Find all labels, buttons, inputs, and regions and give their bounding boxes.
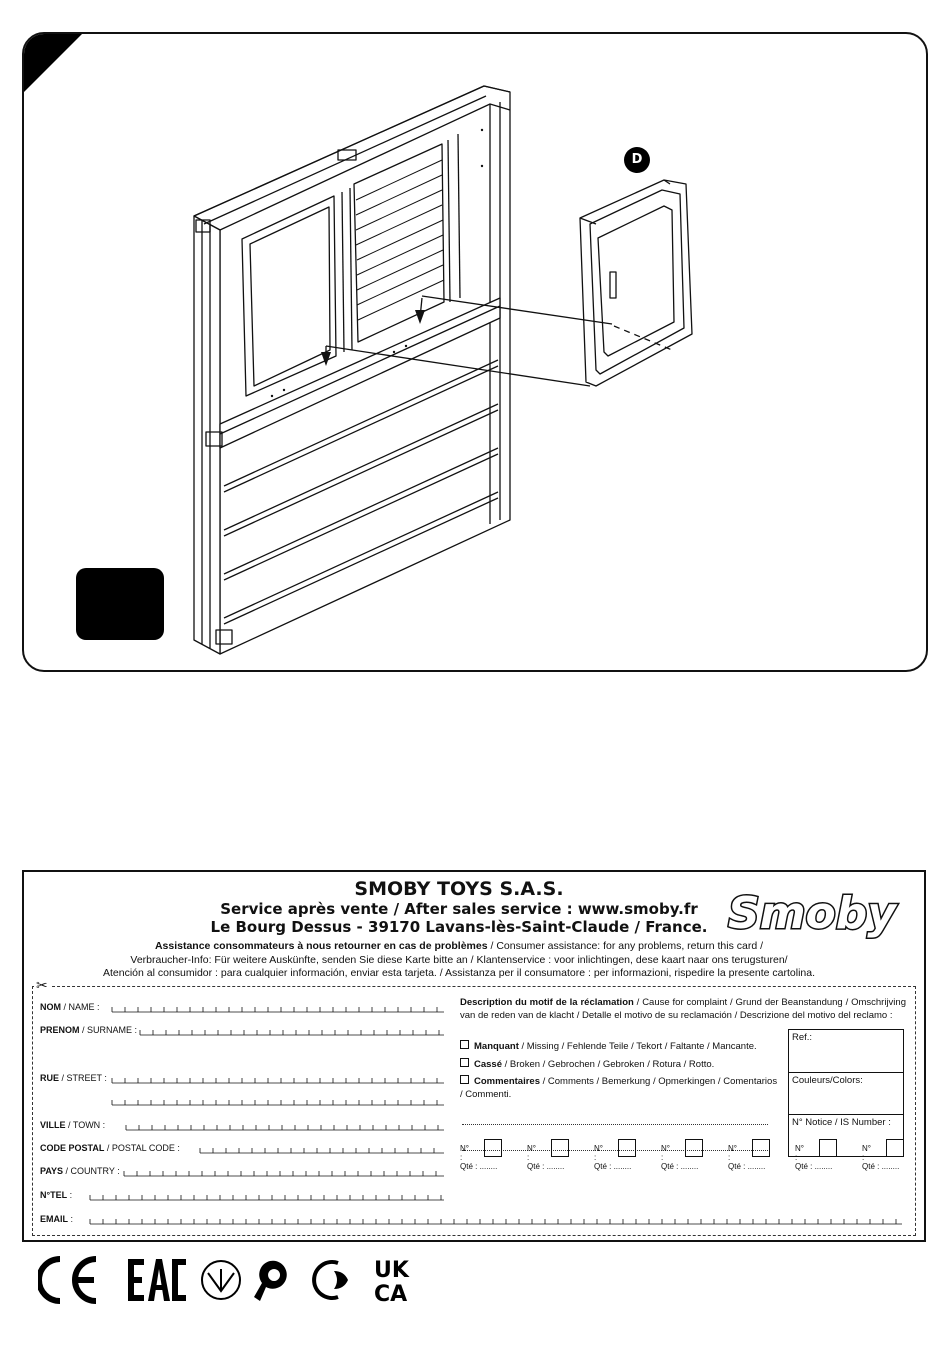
quantity-label: Qté : ........ [594, 1162, 632, 1171]
assist-bold: Assistance consommateurs à nous retourner en cas de problèmes [154, 940, 488, 952]
part-number-label: N° : [862, 1144, 871, 1162]
part-number-box[interactable] [484, 1139, 502, 1157]
part-number-box[interactable] [618, 1139, 636, 1157]
part-number-cell[interactable] [460, 1144, 498, 1171]
eac-mark-icon [128, 1259, 186, 1301]
checkbox-broken[interactable] [460, 1058, 469, 1067]
part-number-label: N° : [661, 1144, 670, 1162]
svg-text:Smoby: Smoby [728, 888, 896, 939]
field-street[interactable]: RUE / STREET : [40, 1073, 107, 1083]
after-sales-card [22, 870, 926, 1242]
quantity-label: Qté : ........ [661, 1162, 699, 1171]
assembly-step-panel [22, 32, 928, 672]
address-line: Le Bourg Dessus - 39170 Lavans-lès-Saint-Claude / France. [210, 918, 708, 936]
check-comments[interactable]: Commentaires / Comments / Bemerkung / Opmerkingen / Comentarios / Commenti. [460, 1076, 778, 1100]
part-number-box[interactable] [819, 1139, 837, 1157]
quantity-label: Qté : ........ [795, 1162, 833, 1171]
part-number-box[interactable] [685, 1139, 703, 1157]
assist-line-2: Verbraucher-Info: Für weitere Auskünfte, senden Sie diese Karte bitte an / Klantenservice : voor inlichtingen, dese kaart naar ons terugsturen/ [130, 953, 788, 966]
part-number-box[interactable] [752, 1139, 770, 1157]
part-label-d: D [624, 147, 650, 173]
part-number-box[interactable] [886, 1139, 904, 1157]
comment-line-2[interactable] [462, 1150, 768, 1151]
colors-field[interactable]: Couleurs/Colors: [789, 1073, 903, 1116]
consumer-assistance-text [24, 940, 894, 981]
oeko-mark-icon [314, 1262, 348, 1298]
reference-box [788, 1029, 904, 1157]
field-postal-code[interactable]: CODE POSTAL / POSTAL CODE : [40, 1143, 180, 1153]
ref-field[interactable]: Ref.: [789, 1030, 903, 1073]
part-number-cell[interactable] [862, 1144, 900, 1171]
part-number-cell[interactable] [661, 1144, 699, 1171]
field-surname[interactable]: PRENOM / SURNAME : [40, 1025, 138, 1035]
quantity-label: Qté : ........ [527, 1162, 565, 1171]
ce-mark-icon [39, 1259, 96, 1301]
svg-text:CA: CA [374, 1282, 408, 1307]
step-number-badge [76, 568, 164, 640]
field-email[interactable]: EMAIL : [40, 1214, 74, 1224]
checkbox-missing[interactable] [460, 1040, 469, 1049]
assist-line-3: Atención al consumidor : para cualquier información, enviar esta tarjeta. / Assistanza per il consumatore : per informazioni, rispedire la presente cartolina. [102, 967, 816, 979]
part-number-label: N° : [460, 1144, 469, 1162]
part-number-box[interactable] [551, 1139, 569, 1157]
part-number-label: N° : [795, 1144, 804, 1162]
check-missing[interactable]: Manquant / Missing / Fehlende Teile / Tekort / Faltante / Mancante. [460, 1040, 780, 1053]
field-name[interactable]: NOM / NAME : [40, 1002, 100, 1012]
certification-marks [38, 1255, 428, 1307]
company-name: SMOBY TOYS S.A.S. [354, 878, 564, 900]
field-country[interactable]: PAYS / COUNTRY : [40, 1166, 120, 1176]
quantity-label: Qté : ........ [862, 1162, 900, 1171]
field-town[interactable]: VILLE / TOWN : [40, 1120, 106, 1130]
service-line: Service après vente / After sales service : www.smoby.fr [220, 900, 698, 918]
triangle-mark-icon [202, 1261, 240, 1299]
check-broken[interactable]: Cassé / Broken / Gebrochen / Gebroken / Rotura / Rotto. [460, 1058, 780, 1071]
complaint-description: Description du motif de la réclamation / Cause for complaint / Grund der Beanstandung / Omschrijving van de reden van de klacht / Detalle el motivo de su reclamación / Descrizione del motivo del reclamo : [460, 997, 906, 1021]
scissors-icon: ✂ [36, 978, 48, 994]
part-number-cell[interactable] [594, 1144, 632, 1171]
notice-field[interactable]: N° Notice / IS Number : [792, 1117, 891, 1129]
part-number-cell[interactable] [527, 1144, 565, 1171]
form-tick-lines [40, 998, 910, 1238]
assist-rest: / Consumer assistance: for any problems, return this card / [487, 940, 764, 952]
checkbox-comments[interactable] [460, 1075, 469, 1084]
part-number-cell[interactable] [795, 1144, 833, 1171]
comment-line-1[interactable] [462, 1124, 768, 1125]
part-number-label: N° : [728, 1144, 737, 1162]
quantity-label: Qté : ........ [460, 1162, 498, 1171]
part-number-cell[interactable] [728, 1144, 766, 1171]
part-number-label: N° : [527, 1144, 536, 1162]
recycle-mark-icon [254, 1261, 287, 1301]
field-phone[interactable]: N°TEL : [40, 1190, 73, 1200]
quantity-label: Qté : ........ [728, 1162, 766, 1171]
ukca-mark-icon [374, 1258, 410, 1307]
svg-text:UK: UK [374, 1258, 409, 1283]
part-number-label: N° : [594, 1144, 603, 1162]
